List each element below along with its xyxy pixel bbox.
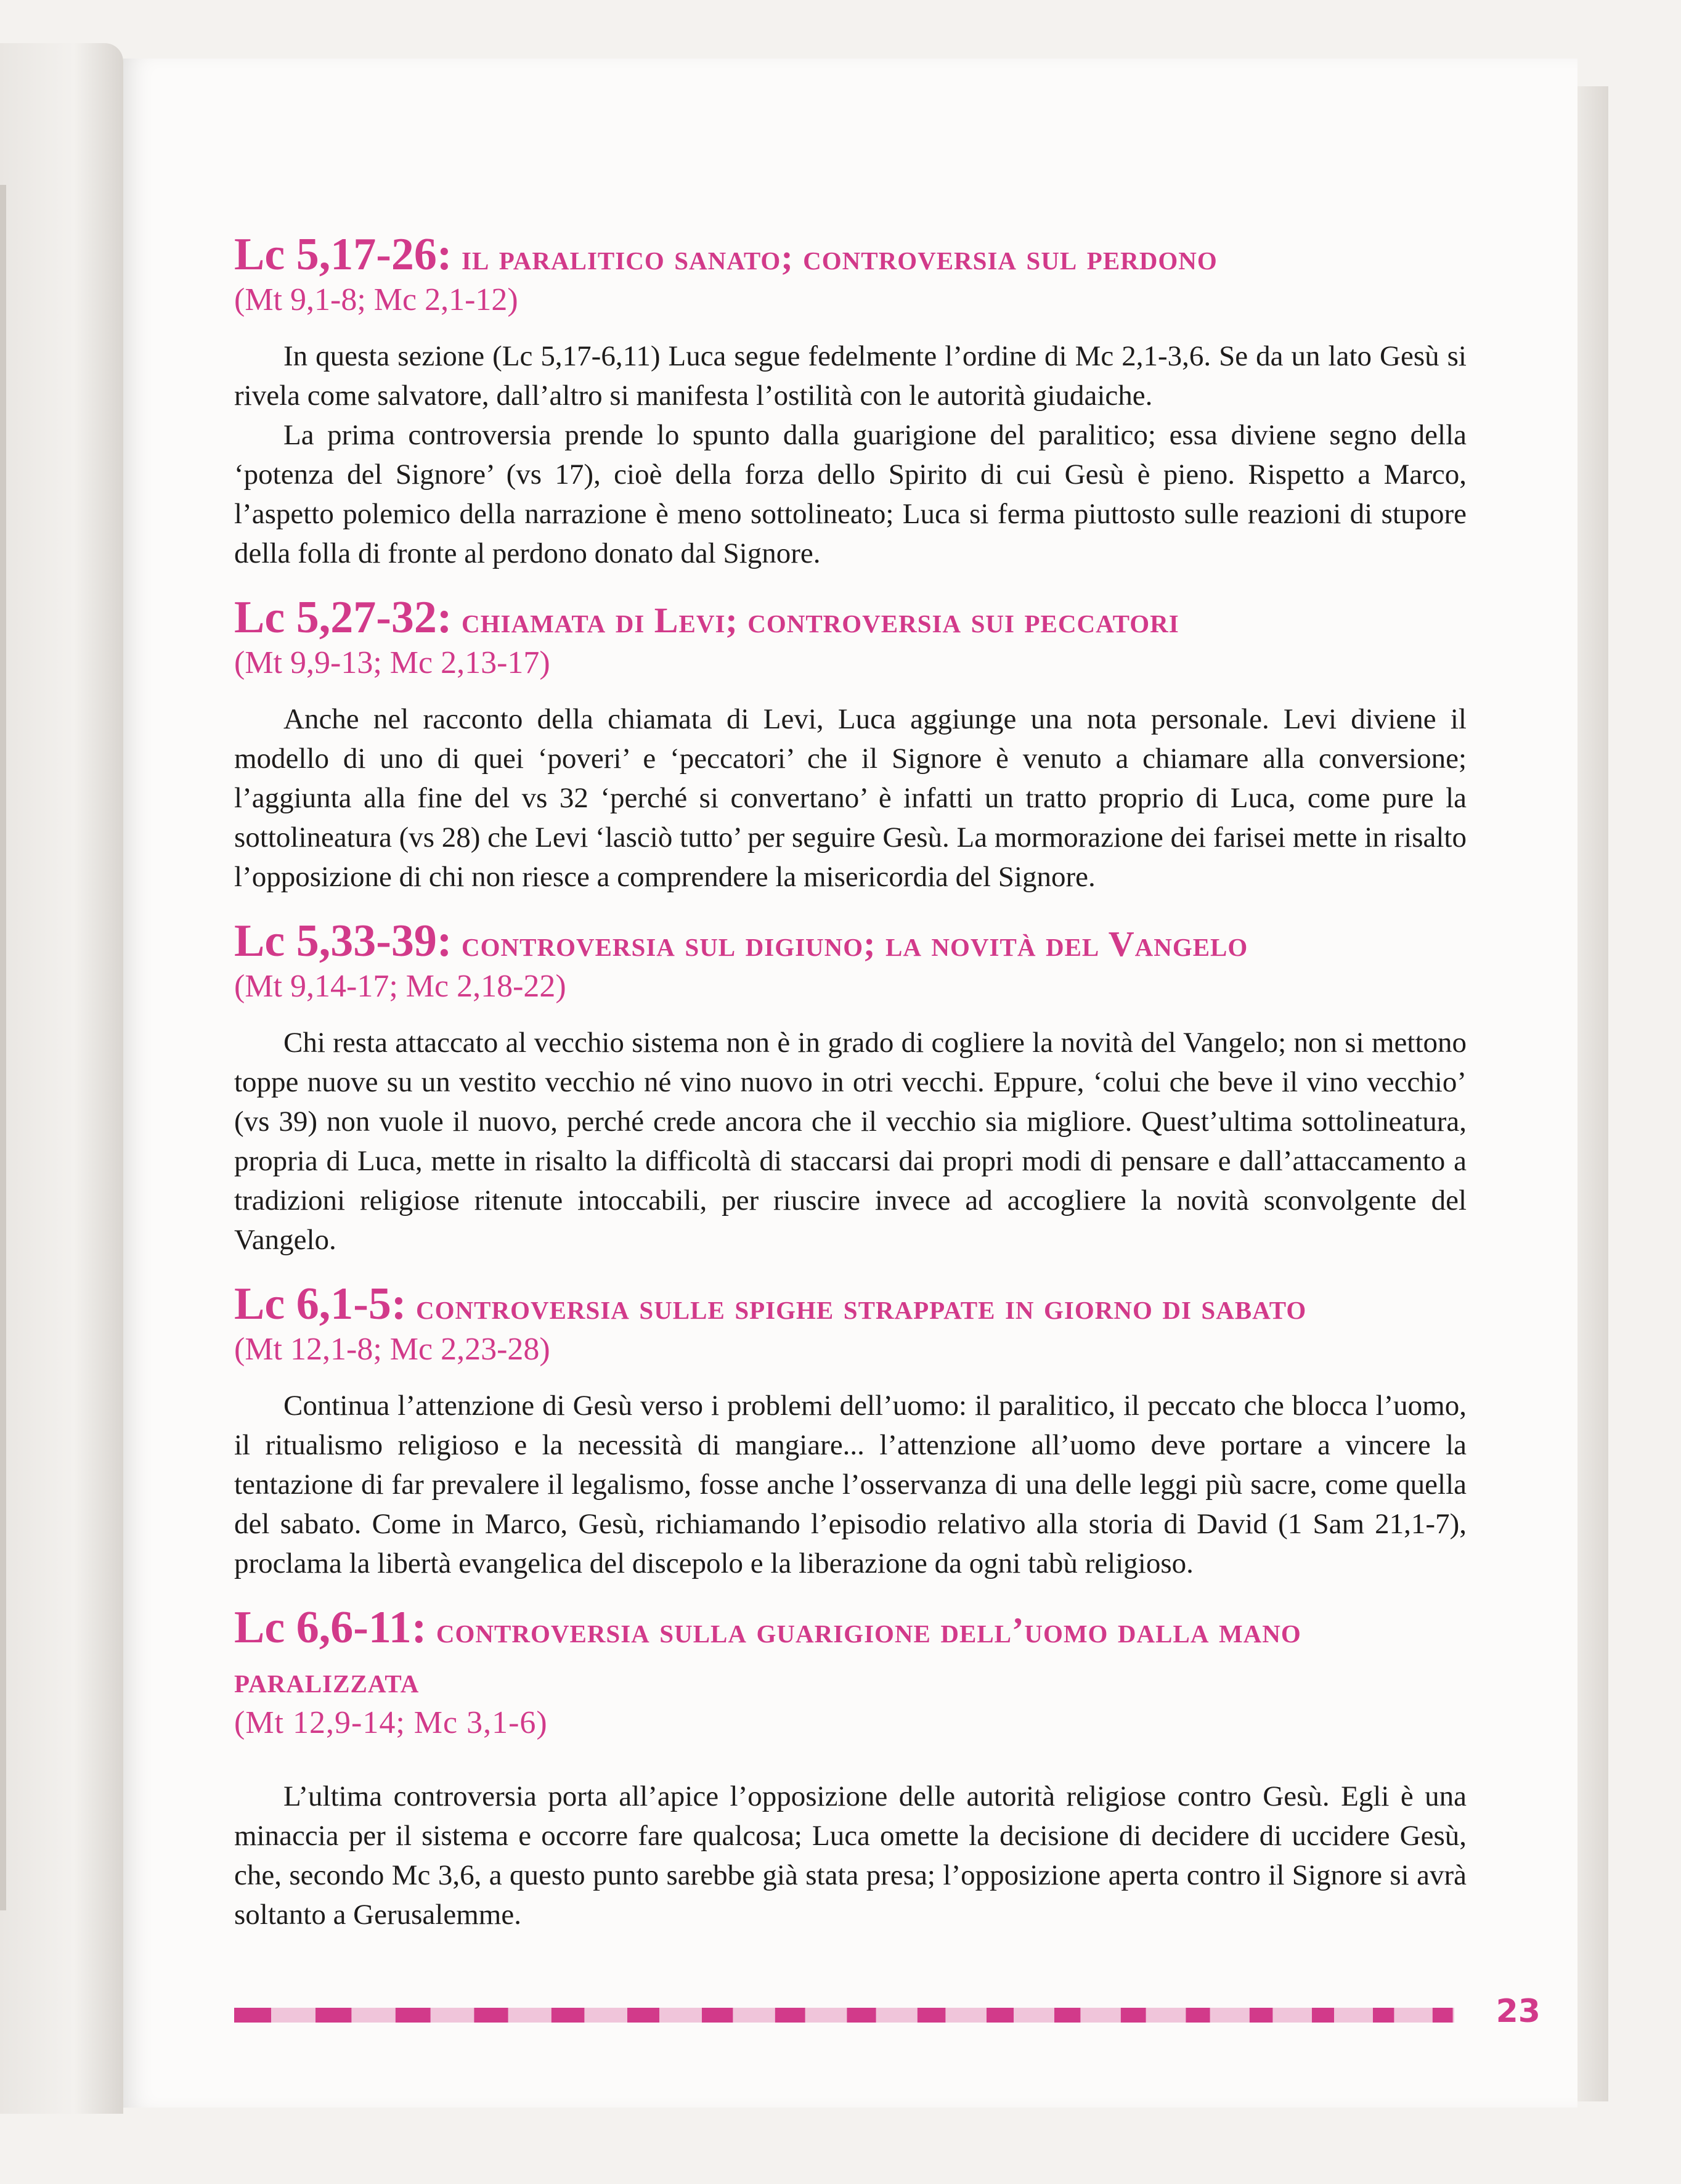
footer-bar-block [315, 2008, 351, 2023]
footer-bar-block [396, 2008, 431, 2023]
footer-bar-dotted [1334, 2008, 1373, 2023]
footer-bar-dotted [1146, 2008, 1186, 2023]
heading-title: controversia sulle spighe strappate in giorno di sabato [406, 1287, 1307, 1327]
footer-bar-block [775, 2008, 805, 2023]
section-heading [234, 1281, 1467, 1330]
right-page-edge [1577, 86, 1608, 2101]
footer-bar-dotted [733, 2008, 775, 2023]
heading-title: il paralitico sanato; controversia sul perdono [452, 237, 1218, 277]
footer-bar-block [1373, 2008, 1394, 2023]
heading-reference: Lc 5,33-39: [234, 916, 452, 966]
footer-bar-block [627, 2008, 659, 2023]
section-lc-6-1 [234, 1281, 1467, 1583]
paragraph: In questa sezione (Lc 5,17-6,11) Luca segue fedelmente l’ordine di Mc 2,1-3,6. Se da un lato Gesù si rivela come salvatore, dall’altro si manifesta l’ostilità con le autorità giudaiche. [234, 340, 1467, 412]
footer-bar-block [1433, 2008, 1453, 2023]
footer-bar-dotted [508, 2008, 552, 2023]
left-page-edge [0, 185, 6, 1910]
page-content [234, 231, 1467, 1955]
footer-bar-block [1250, 2008, 1273, 2023]
heading-reference: Lc 6,1-5: [234, 1279, 407, 1329]
footer-bar-dotted [1014, 2008, 1054, 2023]
paragraph: Chi resta attaccato al vecchio sistema non è in grado di cogliere la novità del Vangelo; non si mettono toppe nuove su un vestito vecchio né vino nuovo in otri vecchi. Eppure, ‘colui che beve il vino vecchio’ (vs 39) non vuole il nuovo, perché crede ancora che il vecchio sia migliore. Quest’ultima sottolineatura, propria di Luca, mette in risalto la difficoltà di staccarsi dai propri modi di pensare e dall’attaccamento a tradizioni religiose ritenute intoccabili, per riuscire invece ad accogliere la novità sconvolgente del Vangelo. [234, 1027, 1467, 1256]
heading-reference: Lc 5,17-26: [234, 229, 452, 280]
parallel-references: (Mt 9,9-13; Mc 2,13-17) [234, 645, 550, 680]
footer-bar-block [918, 2008, 946, 2023]
footer-bar-dotted [1210, 2008, 1250, 2023]
section-heading [234, 1604, 1467, 1742]
footer-bar-dotted [584, 2008, 627, 2023]
footer-bar-block [552, 2008, 585, 2023]
section-heading [234, 231, 1467, 281]
footer-bar-dotted [271, 2008, 315, 2023]
heading-title: controversia sulla guarigione dell’uomo dalla mano paralizzata [234, 1610, 1301, 1700]
footer-bar-dotted [1394, 2008, 1432, 2023]
paragraph: Continua l’attenzione di Gesù verso i problemi dell’uomo: il paralitico, il peccato che blocca l’uomo, il ritualismo religioso e la necessità di mangiare... l’attenzione all’uomo deve portare a vincere la tentazione di far prevalere il legalismo, fosse anche l’osservanza di una delle leggi più sacre, come quella del sabato. Come in Marco, Gesù, richiamando l’episodio relativo alla storia di David (1 Sam 21,1-7), proclama la libertà evangelica del discepolo e la liberazione da ogni tabù religioso. [234, 1390, 1467, 1579]
decorative-bar-strip [234, 2008, 1454, 2023]
footer-bar-block [702, 2008, 733, 2023]
footer-bar-block [987, 2008, 1014, 2023]
heading-title: controversia sul digiuno; la novità del Vangelo [452, 924, 1248, 964]
parallel-references: (Mt 9,14-17; Mc 2,18-22) [234, 969, 566, 1004]
paragraph: La prima controversia prende lo spunto dalla guarigione del paralitico; essa diviene segno della ‘potenza del Signore’ (vs 17), cioè della forza dello Spirito di cui Gesù è pieno. Rispetto a Marco, l’aspetto polemico della narrazione è meno sottolineato; Luca si ferma piuttosto sulle reazioni di stupore della folla di fronte al perdono donato dal Signore. [234, 419, 1467, 569]
footer-bar-block [474, 2008, 508, 2023]
section-lc-6-6 [234, 1604, 1467, 1934]
footer-bar-block [1054, 2008, 1080, 2023]
heading-reference: Lc 6,6-11: [234, 1602, 427, 1653]
footer-bar-dotted [1272, 2008, 1312, 2023]
section-lc-5-17 [234, 231, 1467, 573]
paragraph: Anche nel racconto della chiamata di Levi, Luca aggiunge una nota personale. Levi diviene il modello di uno di quei ‘poveri’ e ‘peccatori’ che il Signore è venuto a chiamare alla conversione; l’aggiunta alla fine del vs 32 ‘perché si convertano’ è infatti un tratto proprio di Luca, come pure la sottolineatura (vs 28) che Levi ‘lasciò tutto’ per seguire Gesù. La mormorazione dei farisei mette in risalto l’opposizione di chi non riesce a comprendere la misericordia del Signore. [234, 703, 1467, 893]
footer-bar-block [1186, 2008, 1210, 2023]
footer-bar-block [1312, 2008, 1334, 2023]
page-number: 23 [1496, 1993, 1541, 2030]
footer-bar-block [1121, 2008, 1146, 2023]
heading-title: chiamata di Levi; controversia sui peccatori [452, 600, 1179, 640]
parallel-references: (Mt 12,9-14; Mc 3,1-6) [234, 1705, 548, 1740]
parallel-references: (Mt 9,1-8; Mc 2,1-12) [234, 282, 518, 317]
right-page [123, 59, 1577, 2108]
footer-bar-dotted [945, 2008, 987, 2023]
footer-bar-dotted [431, 2008, 474, 2023]
parallel-references: (Mt 12,1-8; Mc 2,23-28) [234, 1332, 550, 1367]
footer-bar-dotted [351, 2008, 395, 2023]
footer-bar-dotted [659, 2008, 702, 2023]
footer-bar-dotted [1080, 2008, 1120, 2023]
page-footer [234, 1993, 1541, 2034]
footer-bar-block [234, 2008, 271, 2023]
section-heading [234, 918, 1467, 968]
section-lc-5-27 [234, 594, 1467, 897]
footer-bar-dotted [805, 2008, 847, 2023]
footer-bar-block [847, 2008, 876, 2023]
heading-reference: Lc 5,27-32: [234, 592, 452, 643]
footer-bar-dotted [1453, 2008, 1454, 2023]
paragraph: L’ultima controversia porta all’apice l’opposizione delle autorità religiose contro Gesù. Egli è una minaccia per il sistema e occorre fare qualcosa; Luca omette la decisione di decidere di uccidere Gesù, che, secondo Mc 3,6, a questo punto sarebbe già stata presa; l’opposizione aperta contro il Signore si avrà soltanto a Gerusalemme. [234, 1780, 1467, 1931]
left-page [0, 43, 123, 2114]
section-heading [234, 594, 1467, 644]
footer-bar-dotted [876, 2008, 918, 2023]
section-lc-5-33 [234, 918, 1467, 1260]
